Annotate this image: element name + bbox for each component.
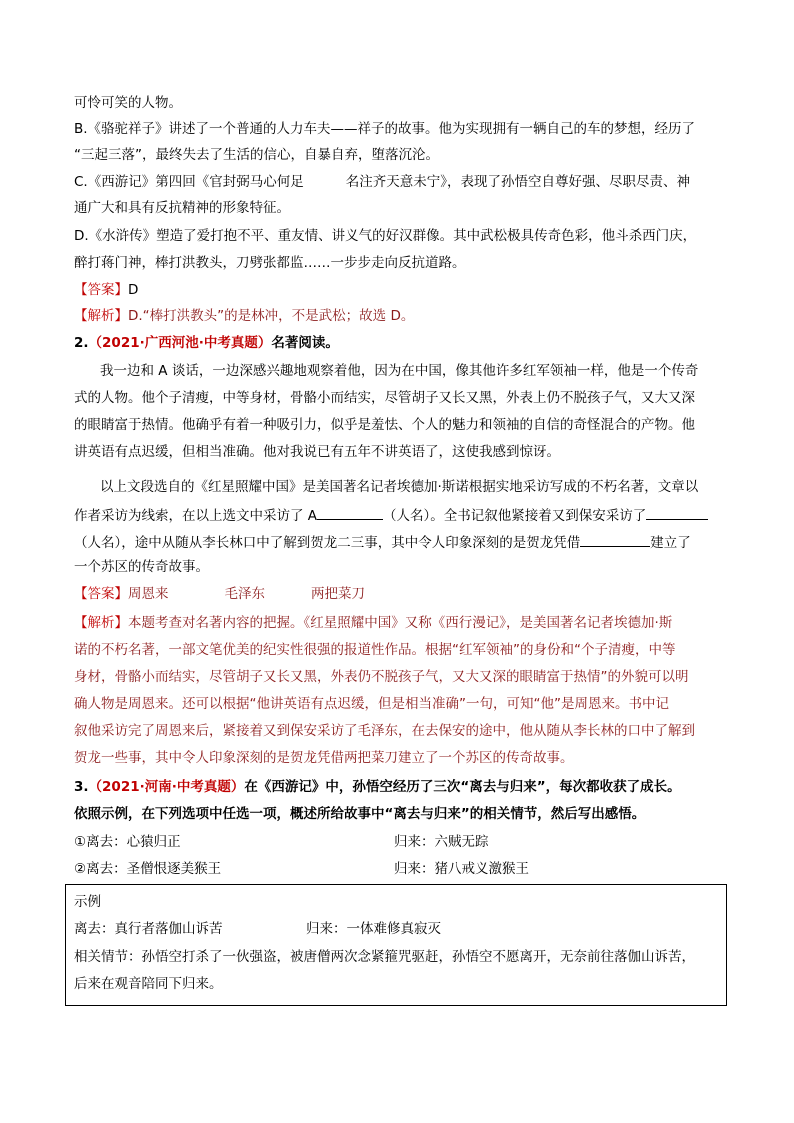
- q2-question-line-4: 一个苏区的传奇故事。: [74, 559, 209, 575]
- q2-passage-line-4: 讲英语有点迟缓，但相当准确。他对我说已有五年不讲英语了，这使我感到惊讶。: [74, 444, 560, 460]
- q1-option-b-line-1: B.《骆驼祥子》讲述了一个普通的人力车夫——祥子的故事。他为实现拥有一辆自己的车的梦想，经历了: [74, 121, 696, 137]
- q2-passage-line-2: 式的人物。他个子清瘦，中等身材，骨骼小而结实，尽管胡子又长又黑，外表上仍不脱孩子气，又大又深: [74, 390, 695, 406]
- q2-question-line-3-a: （人名），途中从随从李长林口中了解到贺龙二三事，其中令人印象深刻的是贺龙凭借: [74, 535, 581, 551]
- q1-analysis: [74, 307, 724, 325]
- q3-option-2: [74, 860, 724, 878]
- q1-line-0: 可怜可笑的人物。: [74, 95, 182, 111]
- q2-answer: [74, 585, 724, 603]
- q1-answer: [74, 281, 724, 299]
- q1-option-d-line-2: 醉打蒋门神，棒打洪教头，刀劈张都监……一步步走向反抗道路。: [74, 255, 466, 271]
- q2-analysis-line-1: [74, 614, 724, 632]
- q2-question-line-1: 以上文段选自的《红星照耀中国》是美国著名记者埃德加·斯诺根据实地采访写成的不朽名著，文章以: [100, 479, 699, 495]
- q2-answer-1: 周恩来: [128, 586, 169, 602]
- q2-analysis-line-2: 诺的不朽名著，一部文笔优美的纪实性很强的报道性作品。根据“红军领袖”的身份和“个子清瘦，中等: [74, 642, 676, 658]
- q2-analysis-line-5: 叙他采访完了周恩来后，紧接着又到保安采访了毛泽东，在去保安的途中，他从随从李长林的口中了解到: [74, 723, 695, 739]
- q3-header-line-2: 依照示例，在下列选项中任选一项，概述所给故事中“离去与归来”的相关情节，然后写出感悟。: [74, 806, 646, 822]
- q3-option-1-return: 归来：六贼无踪: [394, 834, 489, 850]
- q3-option-1-leave: ①离去：心猿归正: [74, 834, 181, 850]
- q2-question-line-2-a: 作者采访为线索，在以上选文中采访了 A: [74, 508, 318, 524]
- q1-answer-value: D: [128, 282, 139, 298]
- q3-header-text: 在《西游记》中，孙悟空经历了三次“离去与归来”，每次都收获了成长。: [244, 779, 681, 795]
- q1-option-c-part-a: C.《西游记》第四回《官封弼马心何足: [74, 174, 304, 190]
- q1-option-c-part-b: 名注齐天意未宁》，表现了孙悟空自尊好强、尽职尽责、神: [345, 174, 690, 190]
- q1-option-c-line-1: [74, 173, 724, 191]
- q2-analysis-line-6: 贺龙一些事，其中令人印象深刻的是贺龙凭借两把菜刀建立了一个苏区的传奇故事。: [74, 750, 574, 766]
- q2-question-line-3: [74, 532, 724, 552]
- q1-analysis-label: 【解析】: [74, 308, 128, 324]
- q2-title: 名著阅读。: [271, 335, 339, 351]
- q2-answer-label: 【答案】: [74, 586, 128, 602]
- q3-source: （2021·河南·中考真题）: [88, 779, 245, 795]
- q1-answer-label: 【答案】: [74, 282, 128, 298]
- q3-option-2-leave: ②离去：圣僧恨逐美猴王: [74, 861, 222, 877]
- q3-header-line-1: [74, 778, 724, 796]
- q1-option-d-line-1: D.《水浒传》塑造了爱打抱不平、重友情、讲义气的好汉群像。其中武松极具传奇色彩，他斗杀西门庆，: [74, 228, 697, 244]
- q2-question-line-2-b: （人名）。全书记叙他紧接着又到保安采访了: [383, 508, 647, 524]
- q2-passage-line-1: 我一边和 A 谈话，一边深感兴趣地观察着他，因为在中国，像其他许多红军领袖一样，他是一个传奇: [100, 363, 699, 379]
- q2-answer-3: 两把菜刀: [311, 586, 365, 602]
- example-title: 示例: [74, 894, 101, 910]
- example-box: [65, 884, 727, 1006]
- example-return: 归来：一体难修真寂灭: [306, 921, 441, 937]
- answer-blank-3[interactable]: [580, 532, 650, 547]
- q1-option-b-line-2: “三起三落”，最终失去了生活的信心，自暴自弃，堕落沉沦。: [74, 147, 439, 163]
- answer-blank-2[interactable]: [646, 505, 708, 520]
- q2-analysis-line-4: 确人物是周恩来。还可以根据“他讲英语有点迟缓，但是相当准确”一句，可知“他”是周恩来。书中记: [74, 696, 669, 712]
- example-leave: 离去：真行者落伽山诉苦: [74, 921, 223, 937]
- q2-analysis-label: 【解析】: [74, 615, 128, 631]
- example-plot-line-1: 相关情节：孙悟空打杀了一伙强盗，被唐僧两次念紧箍咒驱赶，孙悟空不愿离开，无奈前往落伽山诉苦，: [74, 949, 695, 965]
- q2-analysis-text-1: 本题考查对名著内容的把握。《红星照耀中国》又称《西行漫记》，是美国著名记者埃德加·斯: [128, 615, 673, 631]
- q2-question-line-2: [74, 505, 724, 525]
- q2-header: [74, 334, 724, 352]
- q3-option-2-return: 归来：猪八戒义激猴王: [394, 861, 529, 877]
- example-plot-line-2: 后来在观音陪同下归来。: [74, 976, 223, 992]
- q1-analysis-text: D.“棒打洪教头”的是林冲，不是武松；故选 D。: [128, 308, 415, 324]
- answer-blank-1[interactable]: [317, 505, 383, 520]
- q3-option-1: [74, 833, 724, 851]
- q3-number: 3.: [74, 779, 89, 795]
- q2-source: （2021·广西河池·中考真题）: [88, 335, 272, 351]
- q2-passage-line-3: 的眼睛富于热情。他确乎有着一种吸引力，似乎是羞怯、个人的魅力和领袖的自信的奇怪混合的产物。他: [74, 417, 695, 433]
- q2-question-line-3-b: 建立了: [650, 535, 691, 551]
- q1-option-c-line-2: 通广大和具有反抗精神的形象特征。: [74, 200, 290, 216]
- q2-answer-2: 毛泽东: [224, 586, 265, 602]
- q2-number: 2.: [74, 335, 89, 351]
- q2-analysis-line-3: 身材，骨骼小而结实，尽管胡子又长又黑，外表仍不脱孩子气，又大又深的眼睛富于热情”的外貌可以明: [74, 669, 689, 685]
- example-leave-return: [74, 920, 724, 938]
